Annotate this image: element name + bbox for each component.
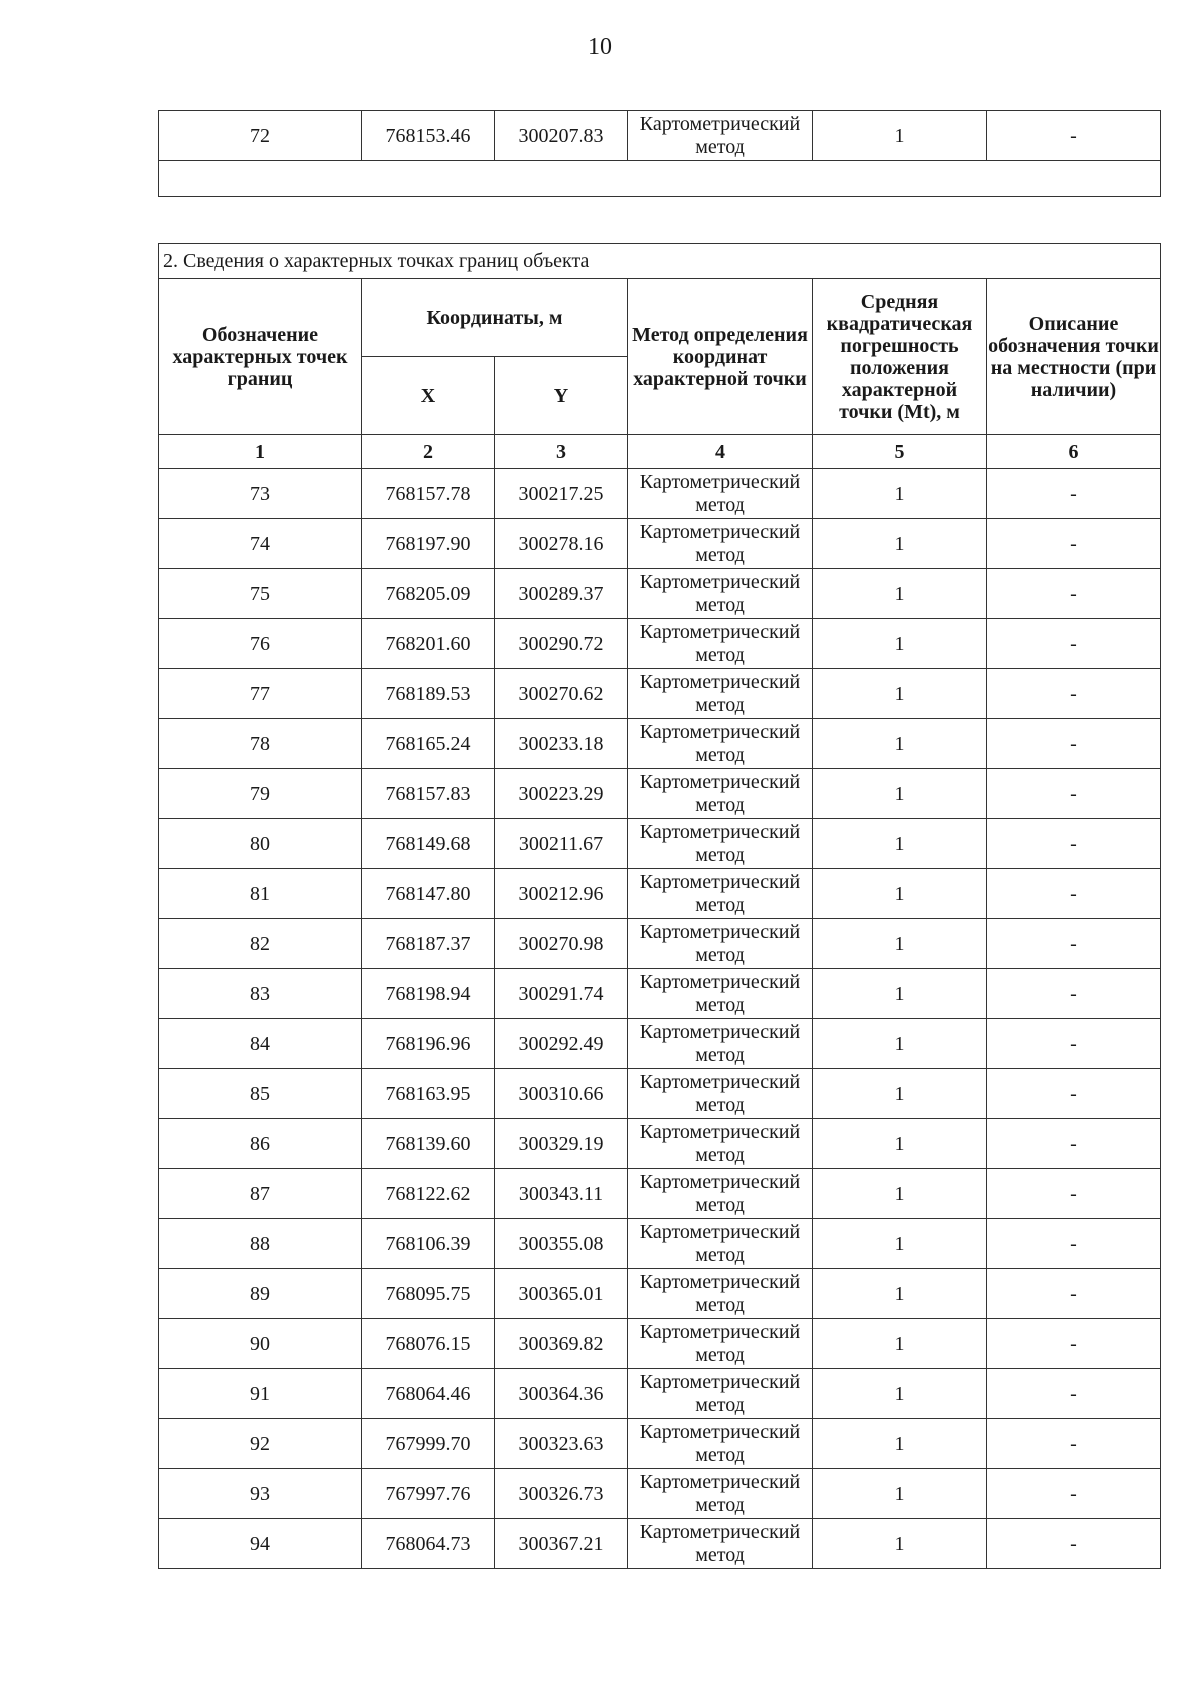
method-cell: Картометрический метод	[628, 919, 813, 969]
table-row	[159, 1269, 1161, 1319]
mt-cell: 1	[813, 869, 987, 919]
y-coordinate-cell: 300223.29	[495, 769, 628, 819]
mt-cell: 1	[813, 111, 987, 161]
y-coordinate-cell: 300310.66	[495, 1069, 628, 1119]
y-coordinate-cell: 300329.19	[495, 1119, 628, 1169]
table-row	[159, 1219, 1161, 1269]
mt-cell: 1	[813, 1269, 987, 1319]
header-point-designation: Обозначение характерных точек границ	[159, 279, 362, 435]
method-cell: Картометрический метод	[628, 1169, 813, 1219]
method-cell: Картометрический метод	[628, 1119, 813, 1169]
y-coordinate-cell: 300207.83	[495, 111, 628, 161]
point-designation-cell: 81	[159, 869, 362, 919]
y-coordinate-cell: 300217.25	[495, 469, 628, 519]
method-cell: Картометрический метод	[628, 1269, 813, 1319]
x-coordinate-cell: 768189.53	[362, 669, 495, 719]
x-coordinate-cell: 768139.60	[362, 1119, 495, 1169]
description-cell: -	[987, 1469, 1161, 1519]
description-cell: -	[987, 769, 1161, 819]
y-coordinate-cell: 300326.73	[495, 1469, 628, 1519]
method-cell: Картометрический метод	[628, 869, 813, 919]
description-cell: -	[987, 1419, 1161, 1469]
description-cell: -	[987, 1369, 1161, 1419]
table-row	[159, 1469, 1161, 1519]
x-coordinate-cell: 768198.94	[362, 969, 495, 1019]
x-coordinate-cell: 768076.15	[362, 1319, 495, 1369]
mt-cell: 1	[813, 669, 987, 719]
method-cell: Картометрический метод	[628, 111, 813, 161]
point-designation-cell: 74	[159, 519, 362, 569]
table-row	[159, 519, 1161, 569]
point-designation-cell: 77	[159, 669, 362, 719]
column-number: 6	[987, 435, 1161, 469]
header-description: Описание обозначения точки на местности (при наличии)	[987, 279, 1161, 435]
y-coordinate-cell: 300212.96	[495, 869, 628, 919]
x-coordinate-cell: 768095.75	[362, 1269, 495, 1319]
x-coordinate-cell: 767999.70	[362, 1419, 495, 1469]
table-row	[159, 719, 1161, 769]
method-cell: Картометрический метод	[628, 1219, 813, 1269]
x-coordinate-cell: 768153.46	[362, 111, 495, 161]
point-designation-cell: 83	[159, 969, 362, 1019]
mt-cell: 1	[813, 969, 987, 1019]
point-designation-cell: 73	[159, 469, 362, 519]
mt-cell: 1	[813, 1519, 987, 1569]
description-cell: -	[987, 1219, 1161, 1269]
description-cell: -	[987, 1269, 1161, 1319]
method-cell: Картометрический метод	[628, 1319, 813, 1369]
description-cell: -	[987, 111, 1161, 161]
mt-cell: 1	[813, 769, 987, 819]
table-row	[159, 619, 1161, 669]
mt-cell: 1	[813, 1419, 987, 1469]
point-designation-cell: 90	[159, 1319, 362, 1369]
mt-cell: 1	[813, 469, 987, 519]
method-cell: Картометрический метод	[628, 1419, 813, 1469]
method-cell: Картометрический метод	[628, 769, 813, 819]
y-coordinate-cell: 300270.98	[495, 919, 628, 969]
table-row	[159, 1519, 1161, 1569]
description-cell: -	[987, 619, 1161, 669]
table-row	[159, 669, 1161, 719]
point-designation-cell: 84	[159, 1019, 362, 1069]
x-coordinate-cell: 768157.78	[362, 469, 495, 519]
y-coordinate-cell: 300290.72	[495, 619, 628, 669]
point-designation-cell: 76	[159, 619, 362, 669]
point-designation-cell: 89	[159, 1269, 362, 1319]
table-row	[159, 111, 1161, 161]
description-cell: -	[987, 1519, 1161, 1569]
mt-cell: 1	[813, 519, 987, 569]
description-cell: -	[987, 1119, 1161, 1169]
table-row	[159, 1019, 1161, 1069]
y-coordinate-cell: 300292.49	[495, 1019, 628, 1069]
table-row	[159, 1169, 1161, 1219]
description-cell: -	[987, 1069, 1161, 1119]
mt-cell: 1	[813, 569, 987, 619]
point-designation-cell: 94	[159, 1519, 362, 1569]
x-coordinate-cell: 768149.68	[362, 819, 495, 869]
x-coordinate-cell: 768197.90	[362, 519, 495, 569]
mt-cell: 1	[813, 1169, 987, 1219]
method-cell: Картометрический метод	[628, 1019, 813, 1069]
x-coordinate-cell: 768201.60	[362, 619, 495, 669]
description-cell: -	[987, 919, 1161, 969]
mt-cell: 1	[813, 1119, 987, 1169]
boundary-points-table-body	[159, 469, 1161, 1569]
header-coordinates: Координаты, м	[362, 279, 628, 357]
method-cell: Картометрический метод	[628, 1469, 813, 1519]
point-designation-cell: 93	[159, 1469, 362, 1519]
point-designation-cell: 72	[159, 111, 362, 161]
table-row	[159, 919, 1161, 969]
method-cell: Картометрический метод	[628, 969, 813, 1019]
x-coordinate-cell: 768165.24	[362, 719, 495, 769]
header-y: Y	[495, 357, 628, 435]
point-designation-cell: 82	[159, 919, 362, 969]
method-cell: Картометрический метод	[628, 1369, 813, 1419]
x-coordinate-cell: 768064.73	[362, 1519, 495, 1569]
method-cell: Картометрический метод	[628, 519, 813, 569]
method-cell: Картометрический метод	[628, 1069, 813, 1119]
point-designation-cell: 75	[159, 569, 362, 619]
x-coordinate-cell: 768157.83	[362, 769, 495, 819]
mt-cell: 1	[813, 1469, 987, 1519]
table-row	[159, 1369, 1161, 1419]
y-coordinate-cell: 300270.62	[495, 669, 628, 719]
x-coordinate-cell: 767997.76	[362, 1469, 495, 1519]
y-coordinate-cell: 300278.16	[495, 519, 628, 569]
column-number: 3	[495, 435, 628, 469]
point-designation-cell: 80	[159, 819, 362, 869]
mt-cell: 1	[813, 1069, 987, 1119]
method-cell: Картометрический метод	[628, 469, 813, 519]
method-cell: Картометрический метод	[628, 669, 813, 719]
mt-cell: 1	[813, 819, 987, 869]
description-cell: -	[987, 1319, 1161, 1369]
point-designation-cell: 78	[159, 719, 362, 769]
table-row	[159, 969, 1161, 1019]
description-cell: -	[987, 969, 1161, 1019]
y-coordinate-cell: 300367.21	[495, 1519, 628, 1569]
page-number: 10	[588, 34, 612, 60]
mt-cell: 1	[813, 619, 987, 669]
y-coordinate-cell: 300323.63	[495, 1419, 628, 1469]
point-designation-cell: 79	[159, 769, 362, 819]
description-cell: -	[987, 569, 1161, 619]
header-x: X	[362, 357, 495, 435]
mt-cell: 1	[813, 1319, 987, 1369]
mt-cell: 1	[813, 719, 987, 769]
mt-cell: 1	[813, 1019, 987, 1069]
table-row	[159, 1419, 1161, 1469]
method-cell: Картометрический метод	[628, 819, 813, 869]
mt-cell: 1	[813, 1369, 987, 1419]
header-mt: Средняя квадратическая погрешность положения характерной точки (Mt), м	[813, 279, 987, 435]
table-row	[159, 1319, 1161, 1369]
point-designation-cell: 92	[159, 1419, 362, 1469]
description-cell: -	[987, 519, 1161, 569]
x-coordinate-cell: 768064.46	[362, 1369, 495, 1419]
column-number: 1	[159, 435, 362, 469]
y-coordinate-cell: 300289.37	[495, 569, 628, 619]
table-row	[159, 1119, 1161, 1169]
description-cell: -	[987, 819, 1161, 869]
description-cell: -	[987, 869, 1161, 919]
y-coordinate-cell: 300343.11	[495, 1169, 628, 1219]
column-number: 5	[813, 435, 987, 469]
table-row	[159, 869, 1161, 919]
boundary-points-table	[158, 243, 1161, 1569]
description-cell: -	[987, 719, 1161, 769]
x-coordinate-cell: 768196.96	[362, 1019, 495, 1069]
method-cell: Картометрический метод	[628, 569, 813, 619]
table-row	[159, 569, 1161, 619]
y-coordinate-cell: 300364.36	[495, 1369, 628, 1419]
description-cell: -	[987, 1169, 1161, 1219]
section-title: 2. Сведения о характерных точках границ объекта	[159, 244, 1161, 279]
y-coordinate-cell: 300233.18	[495, 719, 628, 769]
x-coordinate-cell: 768122.62	[362, 1169, 495, 1219]
mt-cell: 1	[813, 919, 987, 969]
x-coordinate-cell: 768106.39	[362, 1219, 495, 1269]
method-cell: Картометрический метод	[628, 719, 813, 769]
description-cell: -	[987, 1019, 1161, 1069]
point-designation-cell: 91	[159, 1369, 362, 1419]
empty-cell	[159, 161, 1161, 197]
x-coordinate-cell: 768187.37	[362, 919, 495, 969]
column-number: 2	[362, 435, 495, 469]
empty-row	[159, 161, 1161, 197]
x-coordinate-cell: 768205.09	[362, 569, 495, 619]
x-coordinate-cell: 768163.95	[362, 1069, 495, 1119]
table-row	[159, 769, 1161, 819]
y-coordinate-cell: 300291.74	[495, 969, 628, 1019]
continuation-table	[158, 110, 1161, 197]
y-coordinate-cell: 300355.08	[495, 1219, 628, 1269]
point-designation-cell: 86	[159, 1119, 362, 1169]
point-designation-cell: 88	[159, 1219, 362, 1269]
point-designation-cell: 87	[159, 1169, 362, 1219]
table-row	[159, 469, 1161, 519]
continuation-table-body	[159, 111, 1161, 197]
x-coordinate-cell: 768147.80	[362, 869, 495, 919]
mt-cell: 1	[813, 1219, 987, 1269]
description-cell: -	[987, 669, 1161, 719]
header-method: Метод определения координат характерной точки	[628, 279, 813, 435]
method-cell: Картометрический метод	[628, 619, 813, 669]
y-coordinate-cell: 300211.67	[495, 819, 628, 869]
method-cell: Картометрический метод	[628, 1519, 813, 1569]
table-row	[159, 1069, 1161, 1119]
table-row	[159, 819, 1161, 869]
y-coordinate-cell: 300365.01	[495, 1269, 628, 1319]
y-coordinate-cell: 300369.82	[495, 1319, 628, 1369]
column-number: 4	[628, 435, 813, 469]
description-cell: -	[987, 469, 1161, 519]
point-designation-cell: 85	[159, 1069, 362, 1119]
